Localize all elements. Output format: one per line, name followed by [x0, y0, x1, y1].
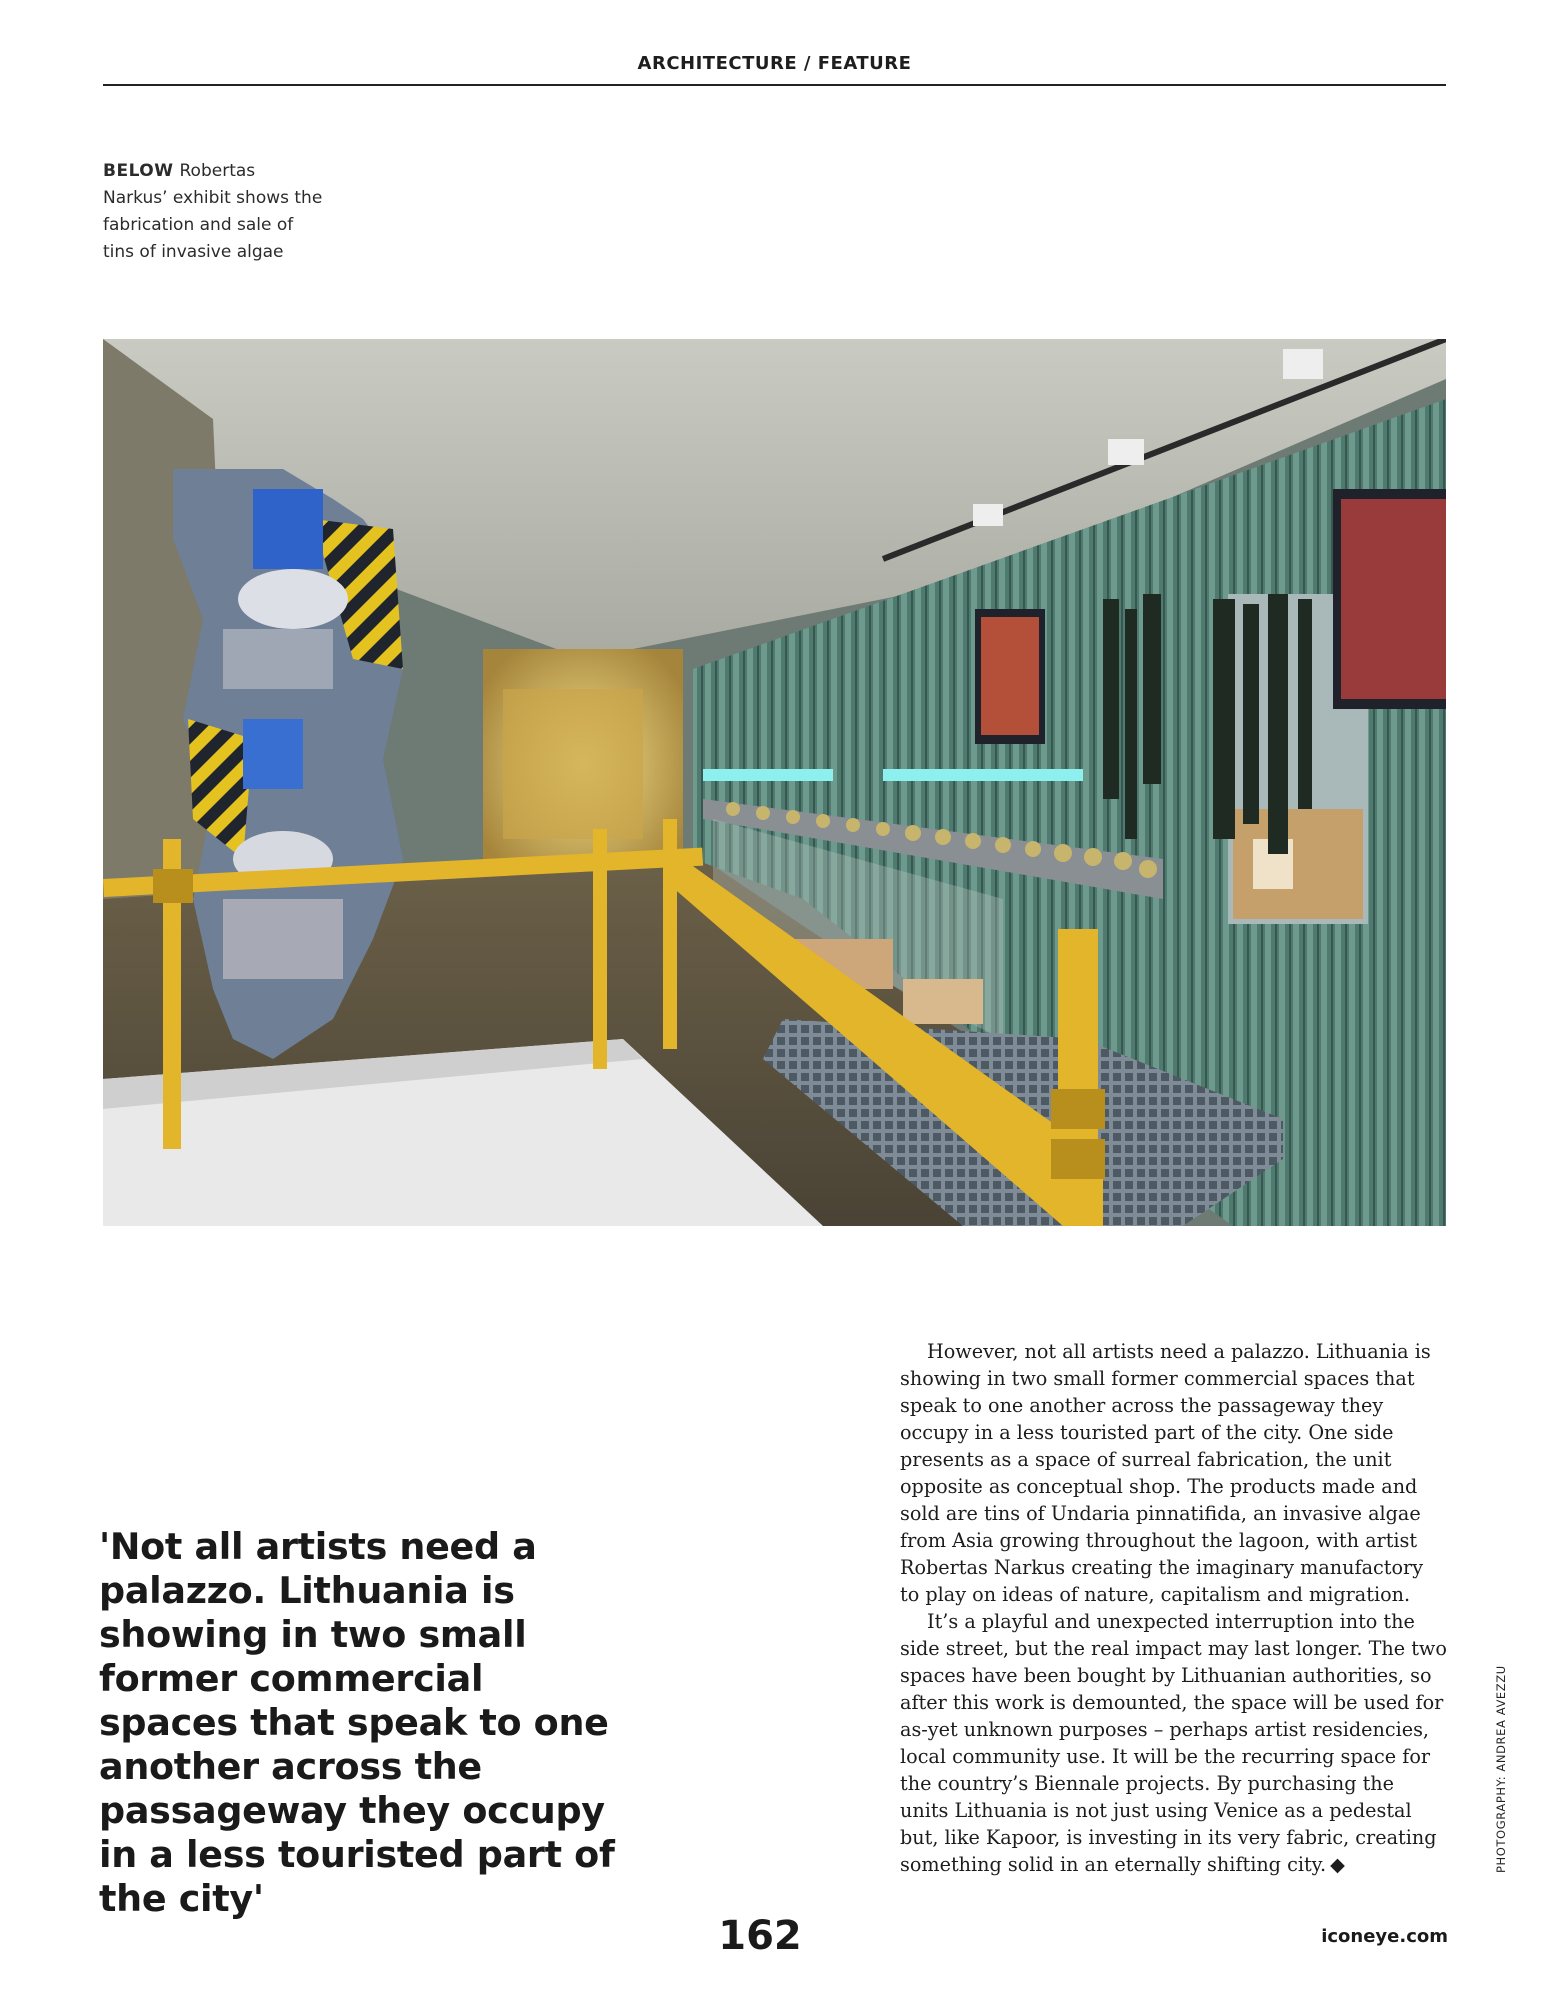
article-paragraph — [900, 1608, 1448, 1878]
feature-photo — [103, 339, 1446, 1226]
exhibition-photo-illustration — [103, 339, 1446, 1226]
section-header — [103, 48, 1446, 86]
photo-caption — [103, 158, 323, 266]
caption-text: Robertas Narkus’ exhibit shows the fabrication and sale of tins of invasive algae — [103, 161, 323, 262]
caption-label: BELOW — [103, 161, 174, 181]
website-link[interactable]: iconeye.com — [1321, 1926, 1448, 1947]
article-paragraph: However, not all artists need a palazzo. Lithuania is showing in two small former commercial spaces that speak to one another across the passageway they occupy in a less touristed part of the city. One side presents as a space of surreal fabrication, the unit opposite as conceptual shop. The products made and sold are tins of Undaria pinnatifida, an invasive algae from Asia growing throughout the lagoon, with artist Robertas Narkus creating the imaginary manufactory to play on ideas of nature, capitalism and migration. — [900, 1340, 1431, 1606]
photo-credit: PHOTOGRAPHY: ANDREA AVEZZU — [1494, 1665, 1508, 1873]
end-mark-icon: ◆ — [1330, 1853, 1345, 1876]
page-number: 162 — [718, 1913, 802, 1959]
section-title: ARCHITECTURE / FEATURE — [637, 53, 912, 74]
article-paragraph-text: It’s a playful and unexpected interruption into the side street, but the real impact may last longer. The two spaces have been bought by Lithuanian authorities, so after this work is demounted, the space will be used for as-yet unknown purposes – perhaps artist residencies, local community use. It will be the recurring space for the country’s Biennale projects. By purchasing the units Lithuania is not just using Venice as a pedestal but, like Kapoor, is investing in its very fabric, creating something solid in an eternally shifting city. — [900, 1610, 1447, 1876]
pull-quote: 'Not all artists need a palazzo. Lithuania is showing in two small former commercial spaces that speak to one another across the passageway they occupy in a less touristed part of the city' — [99, 1525, 615, 1920]
article-body — [900, 1338, 1448, 1878]
